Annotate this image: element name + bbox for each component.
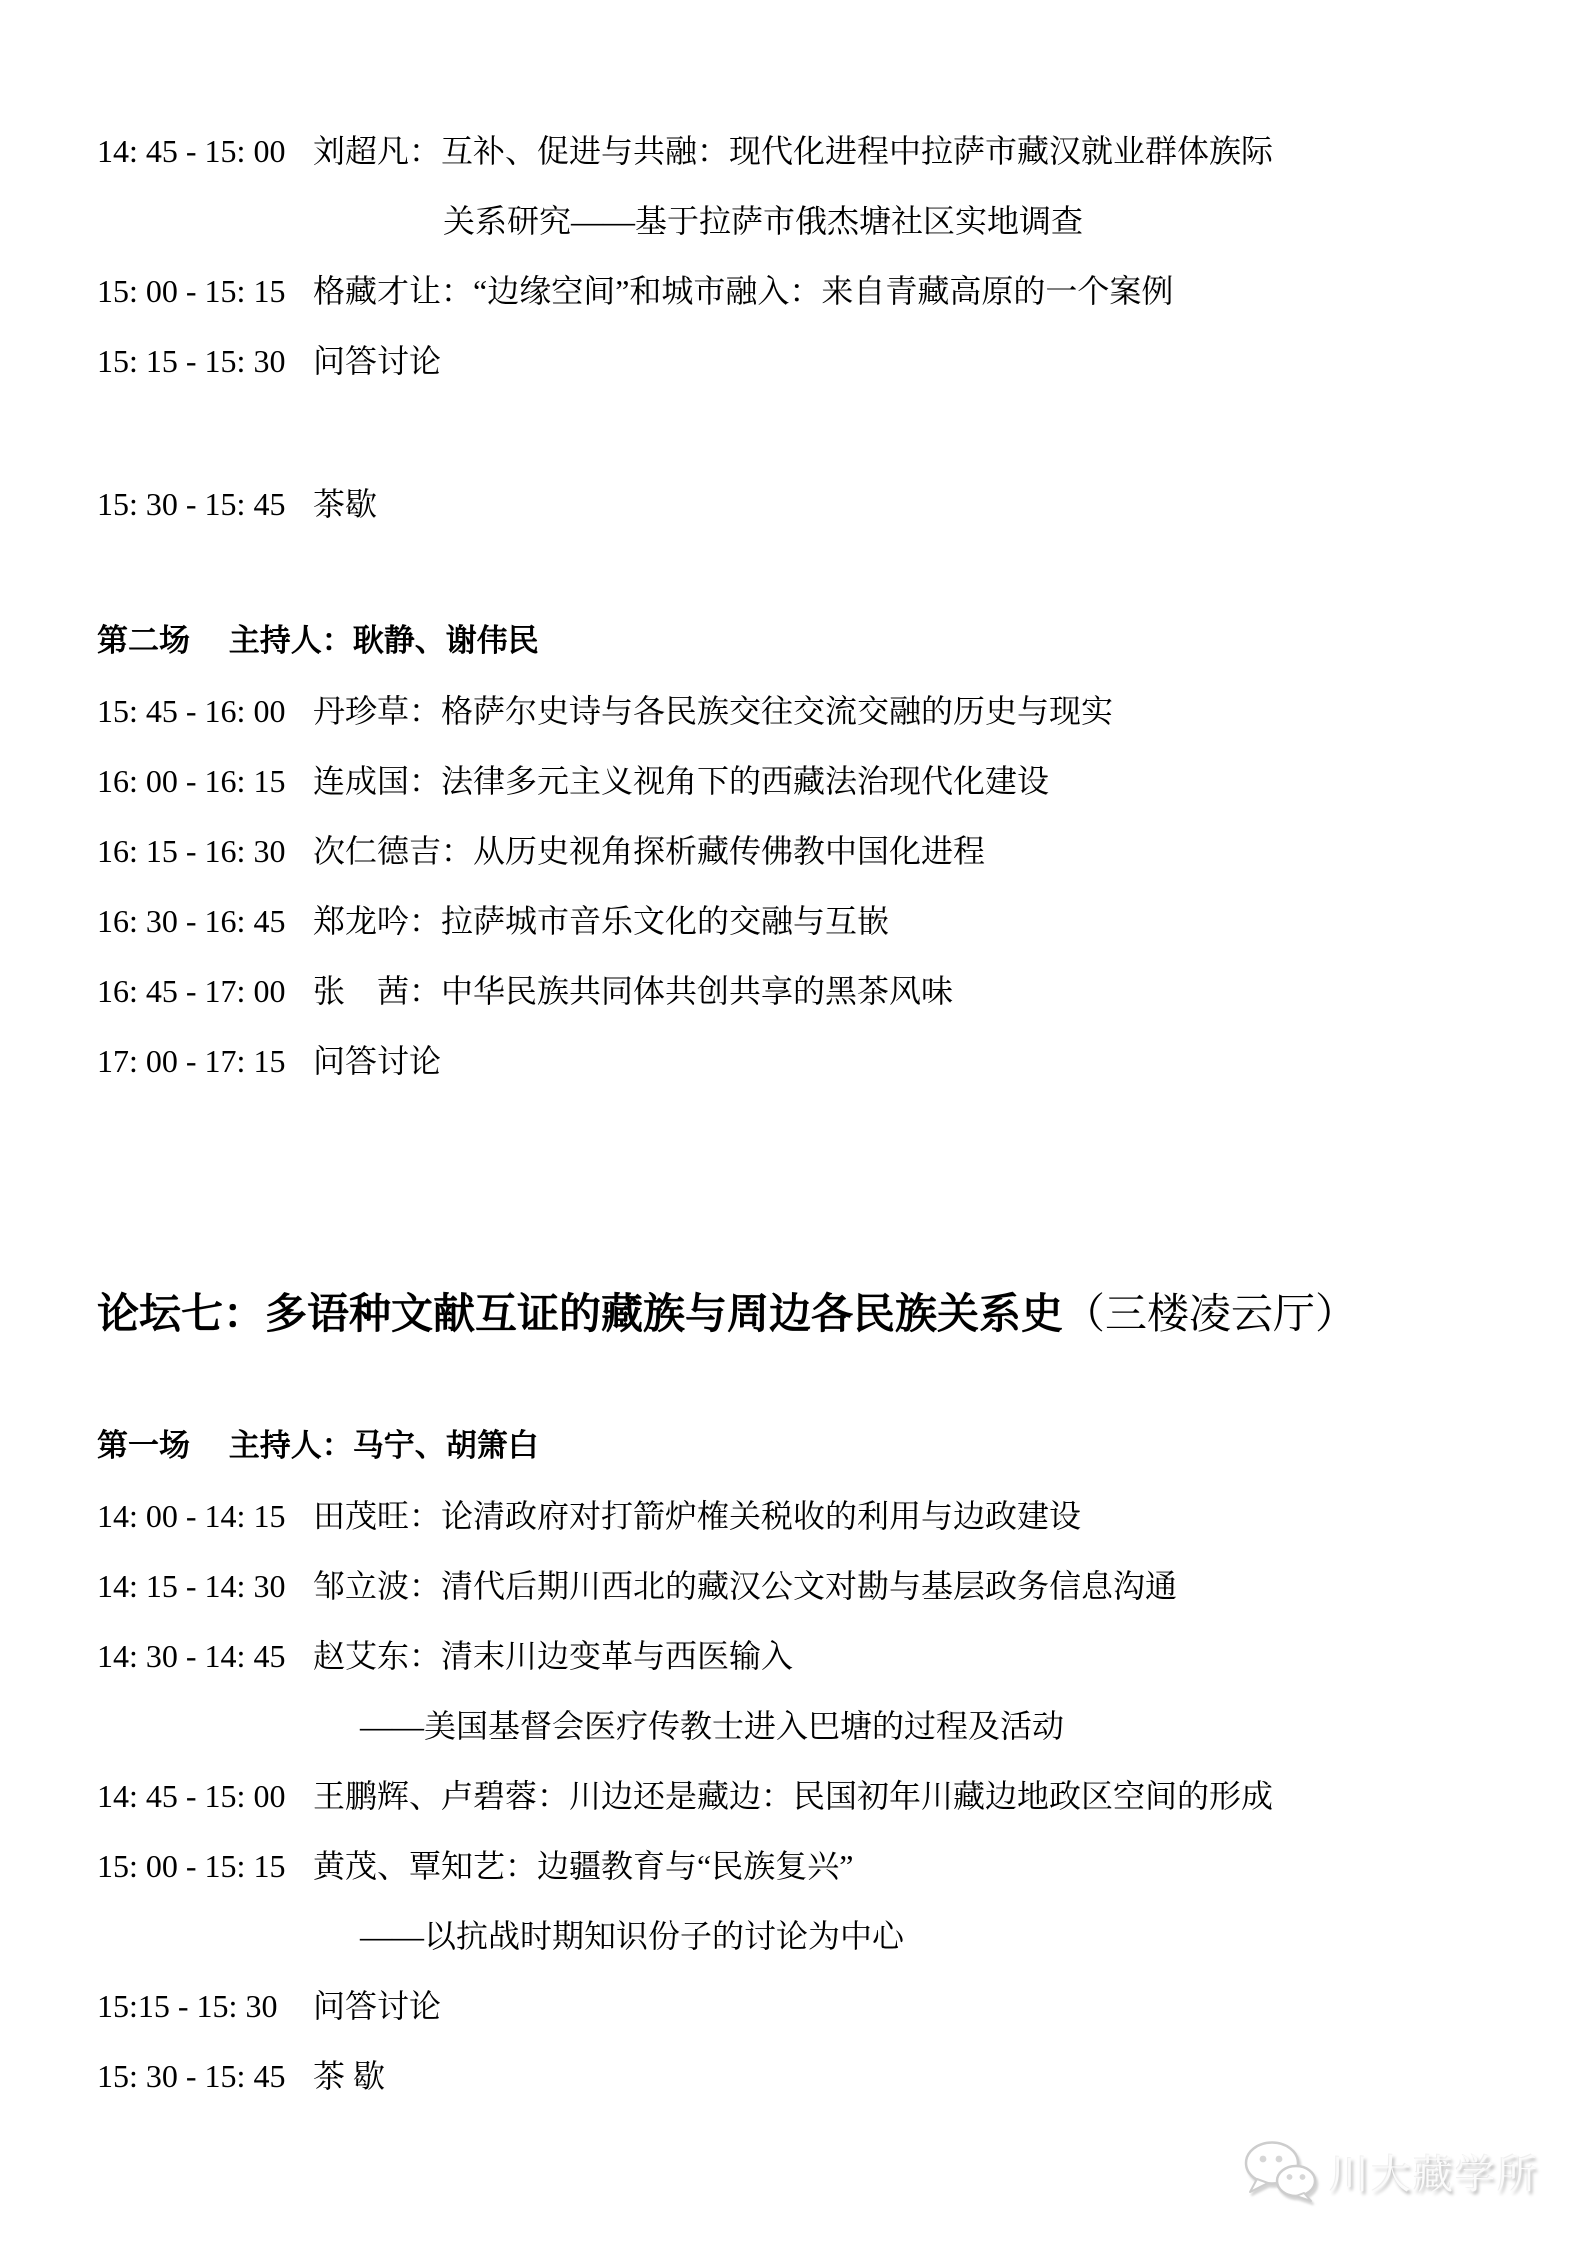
schedule-row-continuation <box>97 1705 1587 1775</box>
schedule-row <box>97 1565 1587 1635</box>
session-header: 第一场 主持人：马宁、胡箫白 <box>97 1428 539 1463</box>
watermark <box>1243 2140 1539 2202</box>
forum-title <box>97 1290 1587 1360</box>
talk-entry: 连成国：法律多元主义视角下的西藏法治现代化建设 <box>313 763 1050 799</box>
talk-entry-continuation: 关系研究——基于拉萨市俄杰塘社区实地调查 <box>443 203 1084 239</box>
schedule-row <box>97 483 1587 553</box>
talk-entry: 邹立波：清代后期川西北的藏汉公文对勘与基层政务信息沟通 <box>313 1568 1178 1604</box>
time-slot: 15: 30 - 15: 45 <box>97 486 286 522</box>
talk-entry: 赵艾东：清末川边变革与西医输入 <box>313 1638 794 1674</box>
talk-entry: 田茂旺：论清政府对打箭炉榷关税收的利用与边政建设 <box>313 1498 1082 1534</box>
time-slot: 17: 00 - 17: 15 <box>97 1043 286 1079</box>
forum-venue: （三楼凌云厅） <box>1063 1292 1358 1338</box>
talk-entry-continuation: ——以抗战时期知识份子的讨论为中心 <box>360 1918 905 1954</box>
time-slot: 14: 45 - 15: 00 <box>97 1778 286 1814</box>
qa-entry: 问答讨论 <box>313 1988 442 2024</box>
schedule-row <box>97 1635 1587 1705</box>
time-slot: 15:15 - 15: 30 <box>97 1988 278 2024</box>
schedule-row <box>97 2055 1587 2125</box>
talk-entry: 郑龙吟：拉萨城市音乐文化的交融与互嵌 <box>313 903 890 939</box>
session-header: 第二场 主持人：耿静、谢伟民 <box>97 623 539 658</box>
talk-entry-continuation: ——美国基督会医疗传教士进入巴塘的过程及活动 <box>360 1708 1065 1744</box>
schedule-row-continuation <box>97 1915 1587 1985</box>
vertical-spacer <box>97 1360 1587 1425</box>
schedule-row <box>97 270 1587 340</box>
time-slot: 14: 30 - 14: 45 <box>97 1638 286 1674</box>
time-slot: 14: 00 - 14: 15 <box>97 1498 286 1534</box>
tea-break-entry: 茶 歇 <box>313 2058 386 2094</box>
time-slot: 14: 15 - 14: 30 <box>97 1568 286 1604</box>
time-slot: 15: 30 - 15: 45 <box>97 2058 286 2094</box>
time-slot: 15: 45 - 16: 00 <box>97 693 286 729</box>
talk-entry: 王鹏辉、卢碧蓉：川边还是藏边：民国初年川藏边地政区空间的形成 <box>313 1778 1274 1814</box>
watermark-label: 川大藏学所 <box>1329 2152 1539 2197</box>
vertical-spacer <box>97 410 1587 483</box>
talk-entry: 张 茜：中华民族共同体共创共享的黑茶风味 <box>313 973 954 1009</box>
schedule-row <box>97 690 1587 760</box>
schedule-row <box>97 1845 1587 1915</box>
schedule-row <box>97 830 1587 900</box>
schedule-row <box>97 1495 1587 1565</box>
vertical-spacer <box>97 553 1587 620</box>
schedule-row <box>97 340 1587 410</box>
talk-entry: 丹珍草：格萨尔史诗与各民族交往交流交融的历史与现实 <box>313 693 1114 729</box>
schedule-row <box>97 1775 1587 1845</box>
time-slot: 15: 15 - 15: 30 <box>97 343 286 379</box>
time-slot: 16: 30 - 16: 45 <box>97 903 286 939</box>
schedule-row <box>97 1040 1587 1110</box>
forum-title-text: 论坛七：多语种文献互证的藏族与周边各民族关系史 <box>97 1292 1064 1338</box>
schedule-row <box>97 970 1587 1040</box>
time-slot: 15: 00 - 15: 15 <box>97 1848 286 1884</box>
time-slot: 16: 00 - 16: 15 <box>97 763 286 799</box>
time-slot: 14: 45 - 15: 00 <box>97 133 286 169</box>
qa-entry: 问答讨论 <box>313 343 442 379</box>
wechat-icon <box>1243 2140 1317 2202</box>
vertical-spacer <box>97 1110 1587 1290</box>
schedule-row <box>97 1985 1587 2055</box>
talk-entry: 黄茂、覃知艺：边疆教育与“民族复兴” <box>313 1848 854 1884</box>
time-slot: 16: 15 - 16: 30 <box>97 833 286 869</box>
schedule-row <box>97 760 1587 830</box>
time-slot: 16: 45 - 17: 00 <box>97 973 286 1009</box>
qa-entry: 问答讨论 <box>313 1043 442 1079</box>
talk-entry: 刘超凡：互补、促进与共融：现代化进程中拉萨市藏汉就业群体族际 <box>313 133 1274 169</box>
schedule-row-continuation <box>97 200 1587 270</box>
tea-break-entry: 茶歇 <box>313 486 378 522</box>
time-slot: 15: 00 - 15: 15 <box>97 273 286 309</box>
schedule-row <box>97 900 1587 970</box>
schedule-row <box>97 130 1587 200</box>
talk-entry: 格藏才让：“边缘空间”和城市融入：来自青藏高原的一个案例 <box>313 273 1174 309</box>
talk-entry: 次仁德吉：从历史视角探析藏传佛教中国化进程 <box>313 833 986 869</box>
